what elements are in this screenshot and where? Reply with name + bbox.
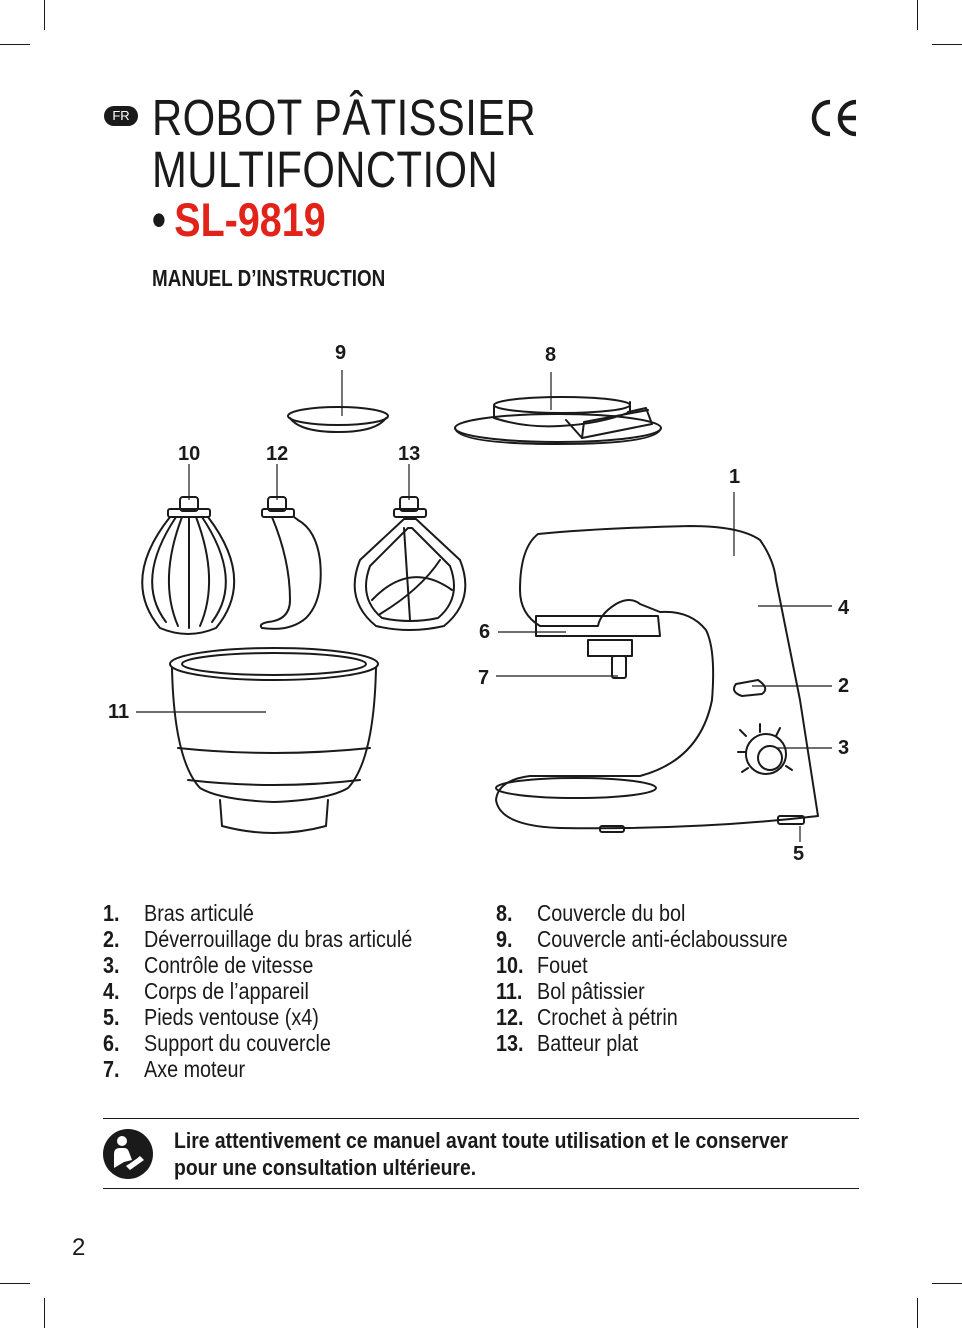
dough-hook-drawing bbox=[261, 497, 321, 629]
flat-beater-drawing bbox=[355, 497, 466, 630]
list-item: 13. Batteur plat bbox=[496, 1029, 639, 1056]
callout-10: 10 bbox=[178, 443, 201, 465]
page-title bbox=[152, 89, 537, 198]
list-item: 4. Corps de l’appareil bbox=[103, 977, 309, 1004]
list-item: 1. Bras articulé bbox=[103, 899, 254, 926]
crop-mark bbox=[0, 44, 30, 45]
callout-1: 1 bbox=[729, 466, 741, 488]
list-item: 11. Bol pâtissier bbox=[496, 977, 645, 1004]
product-diagram bbox=[0, 330, 962, 890]
notice-text bbox=[174, 1127, 788, 1181]
page-number: 2 bbox=[72, 1234, 86, 1261]
mixing-bowl-drawing bbox=[170, 648, 378, 833]
model-number: SL-9819 bbox=[174, 193, 326, 246]
divider-top bbox=[103, 1118, 859, 1119]
list-item: 5. Pieds ventouse (x4) bbox=[103, 1003, 319, 1030]
callout-5: 5 bbox=[793, 843, 805, 865]
callout-8: 8 bbox=[545, 344, 557, 366]
list-item: 3. Contrôle de vitesse bbox=[103, 951, 314, 978]
bullet: • bbox=[152, 193, 166, 246]
callout-12: 12 bbox=[266, 443, 289, 465]
callout-13: 13 bbox=[398, 443, 421, 465]
notice-line-1: Lire attentivement ce manuel avant toute utilisation et le conserver bbox=[174, 1128, 789, 1153]
read-manual-icon bbox=[102, 1128, 154, 1180]
list-item: 9. Couvercle anti-éclaboussure bbox=[496, 925, 788, 952]
bowl-lid-drawing bbox=[455, 397, 661, 444]
stand-mixer-drawing bbox=[496, 526, 818, 832]
splash-guard-drawing bbox=[288, 407, 388, 432]
crop-mark bbox=[917, 0, 918, 30]
subtitle: MANUEL D’INSTRUCTION bbox=[152, 265, 386, 291]
callout-2: 2 bbox=[838, 675, 850, 697]
parts-list-right bbox=[496, 900, 829, 1056]
crop-mark bbox=[44, 1298, 45, 1328]
whisk-drawing bbox=[142, 497, 234, 634]
callout-9: 9 bbox=[335, 342, 347, 364]
list-item: 7. Axe moteur bbox=[103, 1055, 246, 1082]
title-line-2: MULTIFONCTION bbox=[152, 141, 499, 198]
notice-line-2: pour une consultation ultérieure. bbox=[174, 1155, 477, 1180]
parts-list-left bbox=[103, 900, 456, 1082]
callout-11: 11 bbox=[108, 701, 130, 723]
crop-mark bbox=[44, 0, 45, 30]
crop-mark bbox=[932, 44, 962, 45]
crop-mark bbox=[932, 1283, 962, 1284]
callout-3: 3 bbox=[838, 737, 850, 759]
model-row bbox=[152, 194, 326, 246]
list-item: 10. Fouet bbox=[496, 951, 588, 978]
title-line-1: ROBOT PÂTISSIER bbox=[152, 89, 537, 146]
language-badge: FR bbox=[104, 106, 138, 126]
crop-mark bbox=[917, 1298, 918, 1328]
list-item: 8. Couvercle du bol bbox=[496, 899, 686, 926]
list-item: 2. Déverrouillage du bras articulé bbox=[103, 925, 413, 952]
divider-bottom bbox=[103, 1188, 859, 1189]
list-item: 6. Support du couvercle bbox=[103, 1029, 331, 1056]
callout-4: 4 bbox=[838, 597, 850, 619]
callout-6: 6 bbox=[479, 621, 491, 643]
callout-7: 7 bbox=[478, 667, 490, 689]
crop-mark bbox=[0, 1283, 30, 1284]
ce-mark-icon bbox=[808, 98, 860, 138]
list-item: 12. Crochet à pétrin bbox=[496, 1003, 678, 1030]
